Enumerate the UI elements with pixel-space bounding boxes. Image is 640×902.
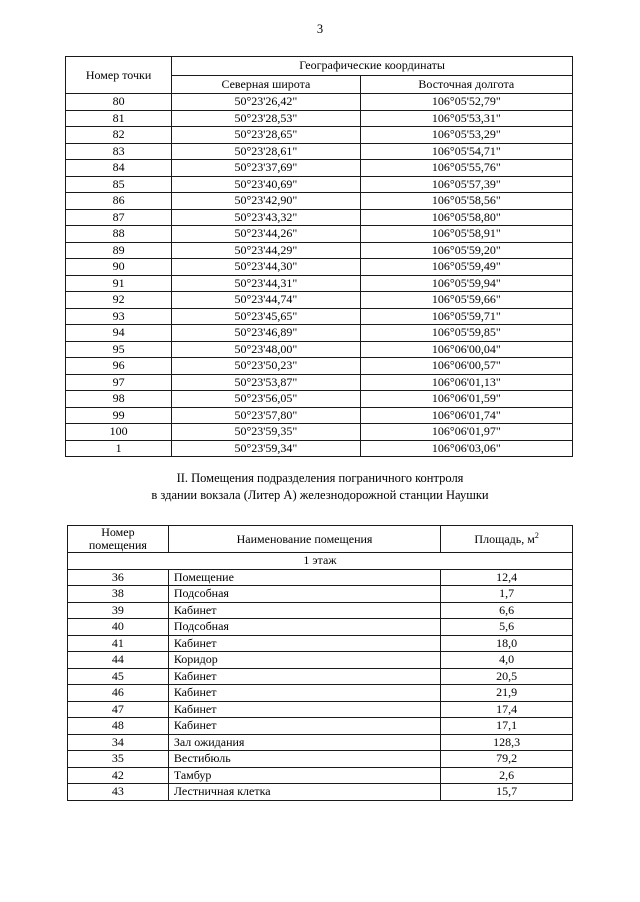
cell-east-longitude: 106°05'59,49" <box>360 259 572 276</box>
cell-point-number: 84 <box>66 160 172 177</box>
room-number-header-line-2: помещения <box>88 538 147 552</box>
cell-room-name: Подсобная <box>168 586 440 603</box>
cell-point-number: 93 <box>66 308 172 325</box>
cell-room-name: Коридор <box>168 652 440 669</box>
table-row <box>68 586 573 603</box>
cell-room-number: 38 <box>68 586 169 603</box>
column-header-point-number: Номер точки <box>66 57 172 94</box>
table-row <box>68 569 573 586</box>
cell-point-number: 100 <box>66 424 172 441</box>
cell-north-latitude: 50°23'56,05" <box>172 391 361 408</box>
table-row <box>66 242 573 259</box>
cell-north-latitude: 50°23'42,90" <box>172 193 361 210</box>
cell-east-longitude: 106°06'01,59" <box>360 391 572 408</box>
page-number: 3 <box>316 22 324 36</box>
cell-room-area: 4,0 <box>441 652 573 669</box>
table-row <box>66 308 573 325</box>
table-row <box>66 176 573 193</box>
cell-room-number: 40 <box>68 619 169 636</box>
cell-point-number: 88 <box>66 226 172 243</box>
section-heading-line-2: в здании вокзала (Литер А) железнодорожной станции Наушки <box>151 488 489 502</box>
cell-north-latitude: 50°23'28,53" <box>172 110 361 127</box>
cell-room-number: 34 <box>68 734 169 751</box>
table-row <box>68 668 573 685</box>
cell-east-longitude: 106°06'01,97" <box>360 424 572 441</box>
section-heading <box>70 470 570 504</box>
cell-room-area: 17,1 <box>441 718 573 735</box>
cell-point-number: 92 <box>66 292 172 309</box>
cell-east-longitude: 106°05'53,29" <box>360 127 572 144</box>
cell-east-longitude: 106°05'59,20" <box>360 242 572 259</box>
cell-north-latitude: 50°23'28,65" <box>172 127 361 144</box>
column-header-room-number <box>68 526 169 553</box>
rooms-header-row <box>68 526 573 553</box>
cell-room-area: 20,5 <box>441 668 573 685</box>
cell-point-number: 1 <box>66 440 172 457</box>
cell-point-number: 81 <box>66 110 172 127</box>
cell-room-area: 128,3 <box>441 734 573 751</box>
cell-point-number: 97 <box>66 374 172 391</box>
cell-room-area: 21,9 <box>441 685 573 702</box>
cell-point-number: 85 <box>66 176 172 193</box>
cell-room-name: Помещение <box>168 569 440 586</box>
table-row <box>66 407 573 424</box>
cell-room-name: Кабинет <box>168 701 440 718</box>
cell-room-name: Тамбур <box>168 767 440 784</box>
cell-east-longitude: 106°06'00,57" <box>360 358 572 375</box>
table-row <box>66 358 573 375</box>
table-row <box>66 160 573 177</box>
cell-room-name: Кабинет <box>168 602 440 619</box>
cell-north-latitude: 50°23'53,87" <box>172 374 361 391</box>
cell-room-number: 45 <box>68 668 169 685</box>
cell-east-longitude: 106°05'59,66" <box>360 292 572 309</box>
room-number-header-line-1: Номер <box>101 525 135 539</box>
table-row <box>68 751 573 768</box>
cell-room-area: 5,6 <box>441 619 573 636</box>
area-header-label: Площадь, м <box>474 531 535 546</box>
floor-section-row <box>68 553 573 570</box>
cell-east-longitude: 106°05'58,56" <box>360 193 572 210</box>
rooms-table <box>67 525 573 801</box>
table-row <box>66 127 573 144</box>
cell-north-latitude: 50°23'44,30" <box>172 259 361 276</box>
cell-east-longitude: 106°05'52,79" <box>360 94 572 111</box>
rooms-table-body <box>68 553 573 801</box>
table-row <box>66 259 573 276</box>
table-row <box>68 734 573 751</box>
cell-east-longitude: 106°05'53,31" <box>360 110 572 127</box>
cell-room-name: Кабинет <box>168 685 440 702</box>
cell-north-latitude: 50°23'44,74" <box>172 292 361 309</box>
table-row <box>68 635 573 652</box>
cell-north-latitude: 50°23'50,23" <box>172 358 361 375</box>
cell-point-number: 91 <box>66 275 172 292</box>
table-row <box>68 652 573 669</box>
table-row <box>66 440 573 457</box>
cell-point-number: 82 <box>66 127 172 144</box>
cell-room-number: 48 <box>68 718 169 735</box>
column-header-north-latitude: Северная широта <box>172 75 361 94</box>
cell-point-number: 95 <box>66 341 172 358</box>
cell-north-latitude: 50°23'44,26" <box>172 226 361 243</box>
section-heading-line-1: II. Помещения подразделения пограничного контроля <box>176 471 464 485</box>
cell-room-area: 12,4 <box>441 569 573 586</box>
cell-east-longitude: 106°06'03,06" <box>360 440 572 457</box>
cell-point-number: 87 <box>66 209 172 226</box>
cell-point-number: 89 <box>66 242 172 259</box>
cell-north-latitude: 50°23'48,00" <box>172 341 361 358</box>
cell-point-number: 80 <box>66 94 172 111</box>
table-row <box>68 784 573 801</box>
cell-room-area: 6,6 <box>441 602 573 619</box>
geographic-coordinates-table <box>65 56 573 457</box>
table-row <box>66 143 573 160</box>
cell-north-latitude: 50°23'45,65" <box>172 308 361 325</box>
coords-table-header <box>66 57 573 94</box>
cell-north-latitude: 50°23'28,61" <box>172 143 361 160</box>
cell-room-name: Подсобная <box>168 619 440 636</box>
cell-east-longitude: 106°06'01,74" <box>360 407 572 424</box>
cell-north-latitude: 50°23'46,89" <box>172 325 361 342</box>
cell-room-name: Зал ожидания <box>168 734 440 751</box>
cell-east-longitude: 106°05'59,94" <box>360 275 572 292</box>
table-row <box>66 341 573 358</box>
cell-north-latitude: 50°23'44,29" <box>172 242 361 259</box>
cell-room-name: Кабинет <box>168 635 440 652</box>
table-row <box>68 767 573 784</box>
table-row <box>68 685 573 702</box>
cell-room-area: 18,0 <box>441 635 573 652</box>
column-header-area <box>441 526 573 553</box>
table-row <box>68 701 573 718</box>
cell-room-area: 1,7 <box>441 586 573 603</box>
cell-room-number: 44 <box>68 652 169 669</box>
cell-room-name: Лестничная клетка <box>168 784 440 801</box>
cell-north-latitude: 50°23'37,69" <box>172 160 361 177</box>
column-header-room-name: Наименование помещения <box>168 526 440 553</box>
cell-room-area: 15,7 <box>441 784 573 801</box>
cell-point-number: 83 <box>66 143 172 160</box>
cell-east-longitude: 106°05'59,71" <box>360 308 572 325</box>
cell-point-number: 99 <box>66 407 172 424</box>
cell-room-number: 43 <box>68 784 169 801</box>
cell-room-area: 2,6 <box>441 767 573 784</box>
table-row <box>66 193 573 210</box>
cell-point-number: 90 <box>66 259 172 276</box>
cell-east-longitude: 106°06'00,04" <box>360 341 572 358</box>
cell-room-area: 79,2 <box>441 751 573 768</box>
cell-north-latitude: 50°23'40,69" <box>172 176 361 193</box>
table-row <box>66 226 573 243</box>
cell-north-latitude: 50°23'44,31" <box>172 275 361 292</box>
cell-room-number: 39 <box>68 602 169 619</box>
cell-north-latitude: 50°23'43,32" <box>172 209 361 226</box>
table-row <box>66 209 573 226</box>
table-row <box>68 602 573 619</box>
table-row <box>66 292 573 309</box>
cell-north-latitude: 50°23'59,34" <box>172 440 361 457</box>
cell-east-longitude: 106°05'58,80" <box>360 209 572 226</box>
cell-room-name: Вестибюль <box>168 751 440 768</box>
table-row <box>68 619 573 636</box>
cell-point-number: 96 <box>66 358 172 375</box>
cell-east-longitude: 106°05'57,39" <box>360 176 572 193</box>
column-header-geographic-coordinates: Географические координаты <box>172 57 573 76</box>
table-row <box>68 718 573 735</box>
table-row <box>66 374 573 391</box>
table-row <box>66 94 573 111</box>
cell-room-name: Кабинет <box>168 668 440 685</box>
coords-table-body <box>66 94 573 457</box>
cell-point-number: 86 <box>66 193 172 210</box>
table-row <box>66 275 573 292</box>
cell-room-number: 42 <box>68 767 169 784</box>
cell-north-latitude: 50°23'26,42" <box>172 94 361 111</box>
table-row <box>66 424 573 441</box>
cell-room-area: 17,4 <box>441 701 573 718</box>
cell-point-number: 94 <box>66 325 172 342</box>
cell-north-latitude: 50°23'59,35" <box>172 424 361 441</box>
coords-header-row-1 <box>66 57 573 76</box>
rooms-table-header <box>68 526 573 553</box>
cell-east-longitude: 106°05'55,76" <box>360 160 572 177</box>
cell-room-name: Кабинет <box>168 718 440 735</box>
column-header-east-longitude: Восточная долгота <box>360 75 572 94</box>
cell-east-longitude: 106°05'54,71" <box>360 143 572 160</box>
cell-point-number: 98 <box>66 391 172 408</box>
cell-east-longitude: 106°06'01,13" <box>360 374 572 391</box>
cell-room-number: 46 <box>68 685 169 702</box>
table-row <box>66 391 573 408</box>
floor-label: 1 этаж <box>68 553 573 570</box>
cell-east-longitude: 106°05'59,85" <box>360 325 572 342</box>
table-row <box>66 110 573 127</box>
area-header-superscript: 2 <box>534 530 539 540</box>
cell-room-number: 41 <box>68 635 169 652</box>
cell-room-number: 36 <box>68 569 169 586</box>
cell-room-number: 35 <box>68 751 169 768</box>
cell-room-number: 47 <box>68 701 169 718</box>
cell-north-latitude: 50°23'57,80" <box>172 407 361 424</box>
table-row <box>66 325 573 342</box>
cell-east-longitude: 106°05'58,91" <box>360 226 572 243</box>
